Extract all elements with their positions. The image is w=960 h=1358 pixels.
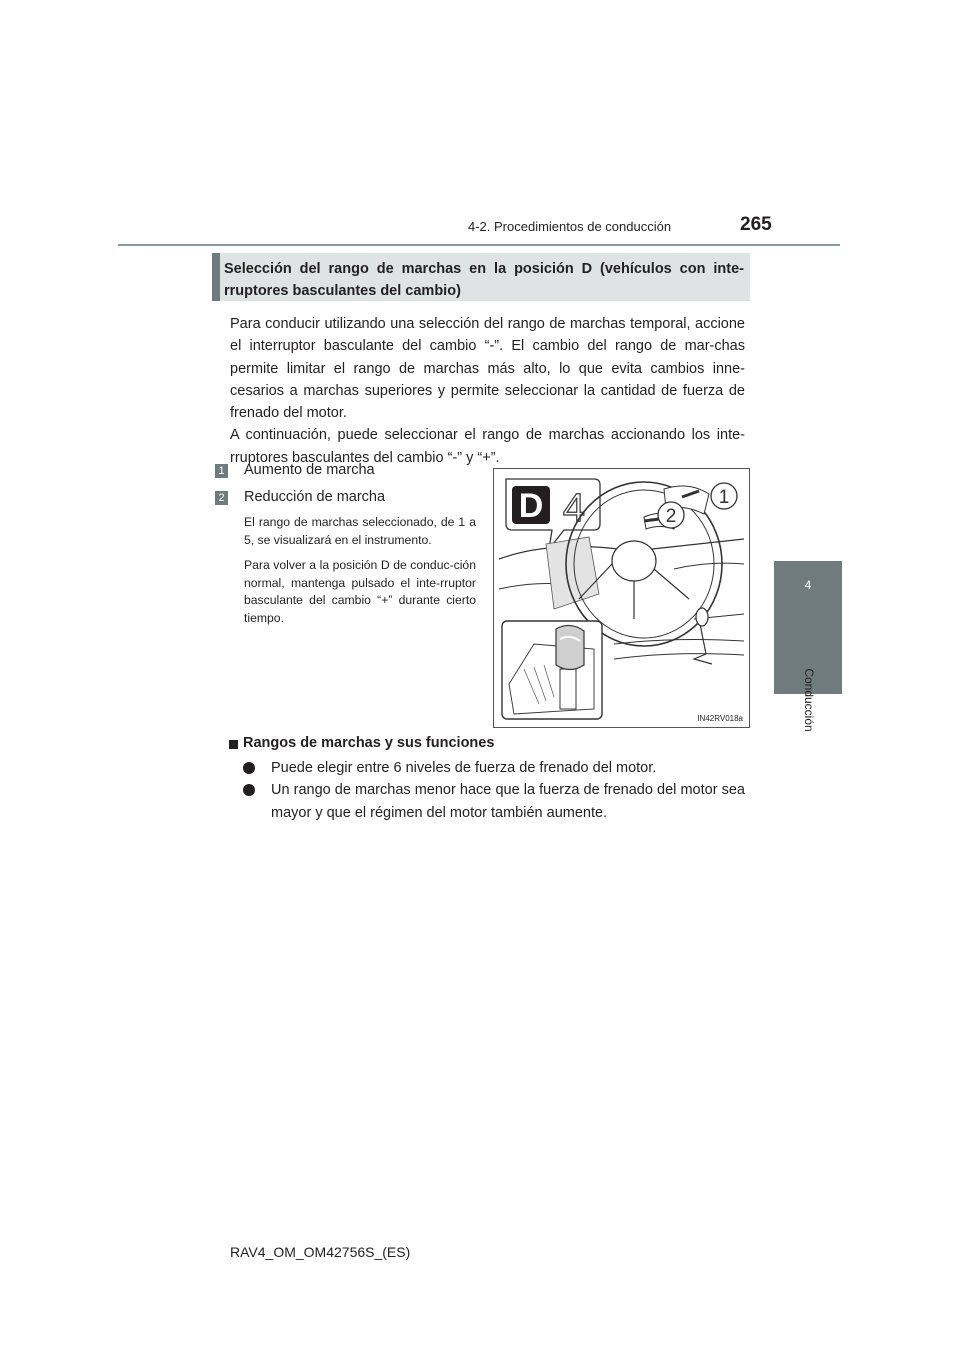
body-paragraph-1: Para conducir utilizando una selección del rango de marchas temporal, accione el interruptor basculante del cambio “-”. El cambio del rango de mar-chas permite limitar el rango de marchas más alto, lo que evita cambios inne-cesarios a marchas superiores y permite seleccionar la cantidad de fuerza de frenado del motor. [230, 316, 745, 422]
gear-lever-icon [502, 621, 602, 719]
display-letter: D [518, 487, 544, 525]
item-number-badge-2: 2 [215, 491, 228, 505]
header-section-title: 4-2. Procedimientos de conducción [468, 219, 672, 234]
note-1: El rango de marchas seleccionado, de 1 a 5, se visualizará en el instrumento. [244, 515, 476, 547]
bullet-text-2: Un rango de marchas menor hace que la fuerza de frenado del motor sea mayor y que el régimen del motor también aumente. [271, 782, 745, 821]
item-number-badge-1: 1 [215, 464, 228, 478]
display-number: 4 [562, 486, 586, 530]
notes [244, 514, 476, 635]
callout-1: 1 [718, 487, 730, 508]
item-label-1: Aumento de marcha [244, 462, 375, 478]
figure-code: IN42RV018a [697, 714, 743, 723]
subsection-square-icon [229, 740, 238, 749]
item-label-2: Reducción de marcha [244, 489, 386, 505]
page-number: 265 [740, 214, 772, 235]
shift-illustration [493, 468, 750, 728]
callout-2: 2 [665, 506, 677, 527]
body-text [230, 313, 745, 469]
bullet-dot-icon [243, 784, 255, 796]
chapter-tab-number: 4 [804, 578, 812, 592]
bullet-dot-icon [243, 762, 255, 774]
body-paragraph-2: A continuación, puede seleccionar el rango de marchas accionando los inte-rruptores basculantes del cambio “-” y “+”. [230, 427, 745, 466]
note-2: Para volver a la posición D de conduc-ción normal, mantenga pulsado el inte-rruptor basculante del cambio “+” durante cierto tiempo. [244, 558, 476, 625]
bullet-list [243, 757, 745, 824]
chapter-tab-label-text: Conducción [802, 668, 816, 732]
section-title: Selección del rango de marchas en la posición D (vehículos con inte-rruptores basculantes del cambio) [224, 261, 744, 299]
header-divider [118, 244, 840, 246]
bullet-item [243, 779, 745, 824]
subsection-heading: Rangos de marchas y sus funciones [243, 735, 495, 751]
shift-illustration-svg [494, 469, 749, 727]
bullet-text-1: Puede elegir entre 6 niveles de fuerza de frenado del motor. [271, 760, 657, 776]
bullet-item [243, 757, 745, 779]
footer-code: RAV4_OM_OM42756S_(ES) [230, 1244, 411, 1260]
